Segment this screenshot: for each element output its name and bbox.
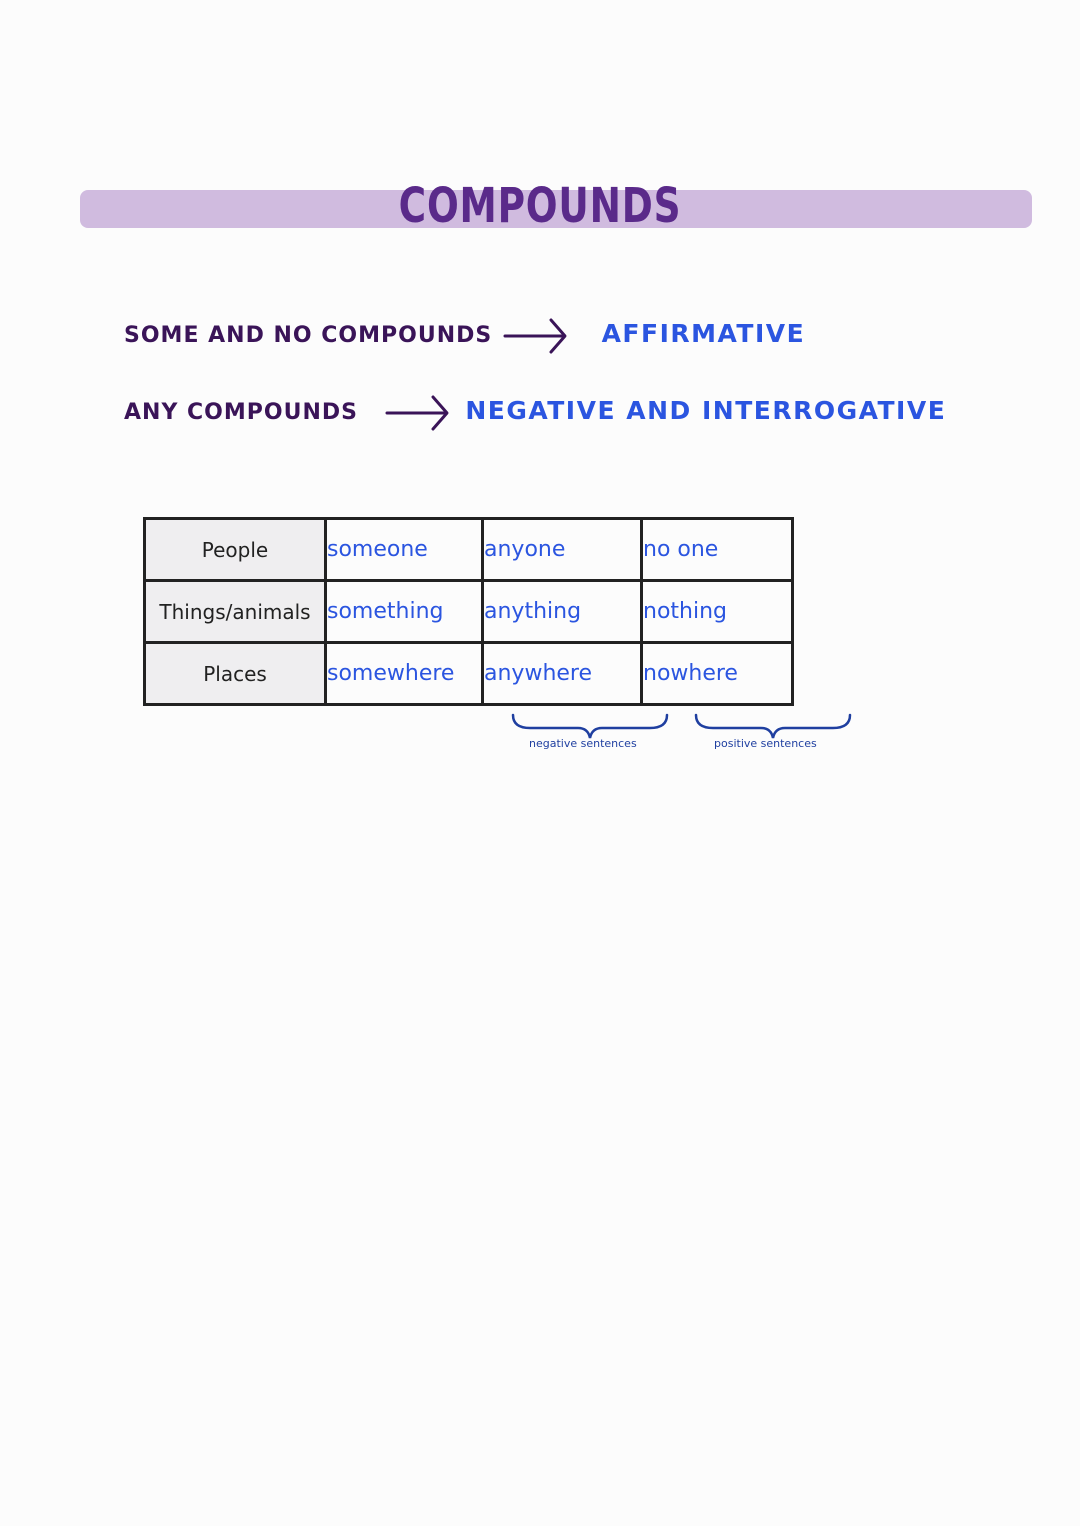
compounds-table — [143, 517, 794, 706]
some-compound: somewhere — [326, 643, 483, 705]
any-compound: anyone — [483, 519, 642, 581]
some-compound: someone — [326, 519, 483, 581]
right-arrow-icon — [383, 393, 453, 433]
table-row — [145, 581, 793, 643]
no-compound: nothing — [642, 581, 793, 643]
any-compound: anything — [483, 581, 642, 643]
rule-subject: ANY COMPOUNDS — [124, 400, 358, 425]
row-category: Things/animals — [145, 581, 326, 643]
no-column-note: positive sentences — [714, 737, 817, 750]
page-title: COMPOUNDS — [398, 178, 682, 234]
right-arrow-icon — [501, 316, 571, 356]
rule-usage: NEGATIVE AND INTERROGATIVE — [465, 396, 947, 425]
rule-subject: SOME AND NO COMPOUNDS — [124, 323, 493, 348]
rule-any — [124, 393, 946, 433]
rule-some-no — [124, 316, 805, 356]
row-category: People — [145, 519, 326, 581]
rule-usage: AFFIRMATIVE — [601, 319, 806, 348]
any-column-note: negative sentences — [529, 737, 637, 750]
no-compound: no one — [642, 519, 793, 581]
row-category: Places — [145, 643, 326, 705]
any-compound: anywhere — [483, 643, 642, 705]
table-row — [145, 643, 793, 705]
no-compound: nowhere — [642, 643, 793, 705]
some-compound: something — [326, 581, 483, 643]
table-row — [145, 519, 793, 581]
